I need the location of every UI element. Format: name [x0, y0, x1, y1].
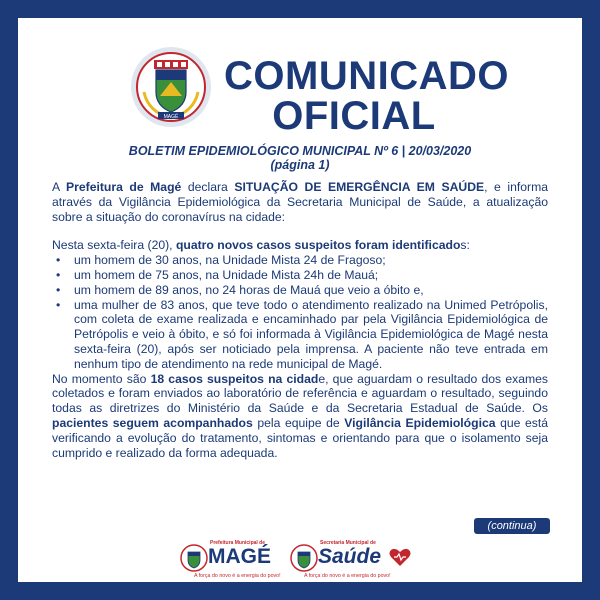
text-bold: Vigilância Epidemiológica [344, 415, 496, 430]
text: s: [460, 238, 470, 253]
page-title [224, 54, 509, 138]
text: que está verificando a evolução do tratamento, sintomas e orientando para que o isolamento seja cumprido e realizado da forma adequada. [52, 415, 548, 460]
paragraph-status [52, 372, 548, 461]
list-item: • um homem de 89 anos, no 24 horas de Mauá que veio a óbito e, [52, 283, 548, 298]
list-item: • um homem de 30 anos, na Unidade Mista 24 de Fragoso; [52, 253, 548, 268]
continua-badge: (continua) [474, 518, 550, 534]
secretaria-name [318, 545, 381, 569]
prefeitura-slogan: A força do novo é a energia do povo! [194, 573, 281, 579]
text: No momento são [52, 371, 151, 386]
text: declara [181, 180, 235, 194]
text-bold: 18 casos suspeitos na cidad [150, 371, 319, 386]
text: e, que aguardam o resultado dos exames coletados e foram enviados ao laboratório de referência e aguardam o resultado, seguindo todas as diretrizes do Ministério da Saúde e da Secretaria Estadual de Saúde. Os [52, 371, 548, 416]
bulletin-number: BOLETIM EPIDEMIOLÓGICO MUNICIPAL Nº 6 | 20/03/2020 [128, 144, 472, 158]
prefeitura-logo [180, 538, 300, 582]
text-bold: SITUAÇÃO DE EMERGÊNCIA EM SAÚDE [234, 180, 485, 194]
text-bold: Prefeitura de Magé [65, 180, 182, 194]
prefeitura-emblem-icon [180, 544, 208, 572]
prefeitura-label: Prefeitura Municipal de [210, 540, 266, 546]
page-indicator: (página 1) [270, 158, 330, 172]
list-item: • um homem de 75 anos, na Unidade Mista 24h de Mauá; [52, 268, 548, 283]
title-line-2: OFICIAL [272, 94, 436, 138]
secretaria-emblem-icon [290, 544, 318, 572]
mage-coat-of-arms-icon [130, 46, 212, 128]
footer-logos [18, 538, 582, 582]
secretaria-name-text: Saúde [318, 545, 382, 568]
text: pela equipe de [252, 415, 345, 430]
cases-list [52, 253, 548, 371]
text-bold: pacientes seguem acompanhados [52, 415, 253, 430]
secretaria-label: Secretaria Municipal de [320, 540, 376, 546]
paragraph-intro [52, 180, 548, 224]
text: Nesta sexta-feira (20), [52, 238, 176, 253]
secretaria-saude-logo [290, 538, 420, 582]
text-bold: quatro novos casos suspeitos foram identificado [175, 238, 461, 253]
announcement-body [52, 180, 548, 460]
paragraph-cases [52, 238, 548, 253]
prefeitura-name: MAGÉ [208, 545, 271, 568]
text: A [52, 180, 66, 194]
title-line-1: COMUNICADO [224, 54, 509, 98]
text: , e informa através da Vigilância Epidemiológica da Secretaria Municipal de Saúde, a atualização sobre a situação do coronavírus na cidade: [52, 180, 548, 224]
announcement-card [18, 18, 582, 582]
secretaria-slogan: A força do novo é a energia do povo! [304, 573, 391, 579]
seal-label: MAGÉ [163, 114, 179, 120]
list-item: • uma mulher de 83 anos, que teve todo o atendimento realizado na Unimed Petrópolis, com coleta de exame realizada e encaminhado par pela Vigilância Epidemiológica de Petrópolis e veio à óbito, e só foi informada à Vigilância Epidemiológica de Magé nesta sexta-feira (20), após ser noticiado pela imprensa. A paciente não teve entrada em nenhum tipo de atendimento na rede municipal de Magé. [52, 298, 548, 372]
bulletin-subtitle [18, 144, 582, 172]
heart-stethoscope-icon [388, 546, 412, 568]
